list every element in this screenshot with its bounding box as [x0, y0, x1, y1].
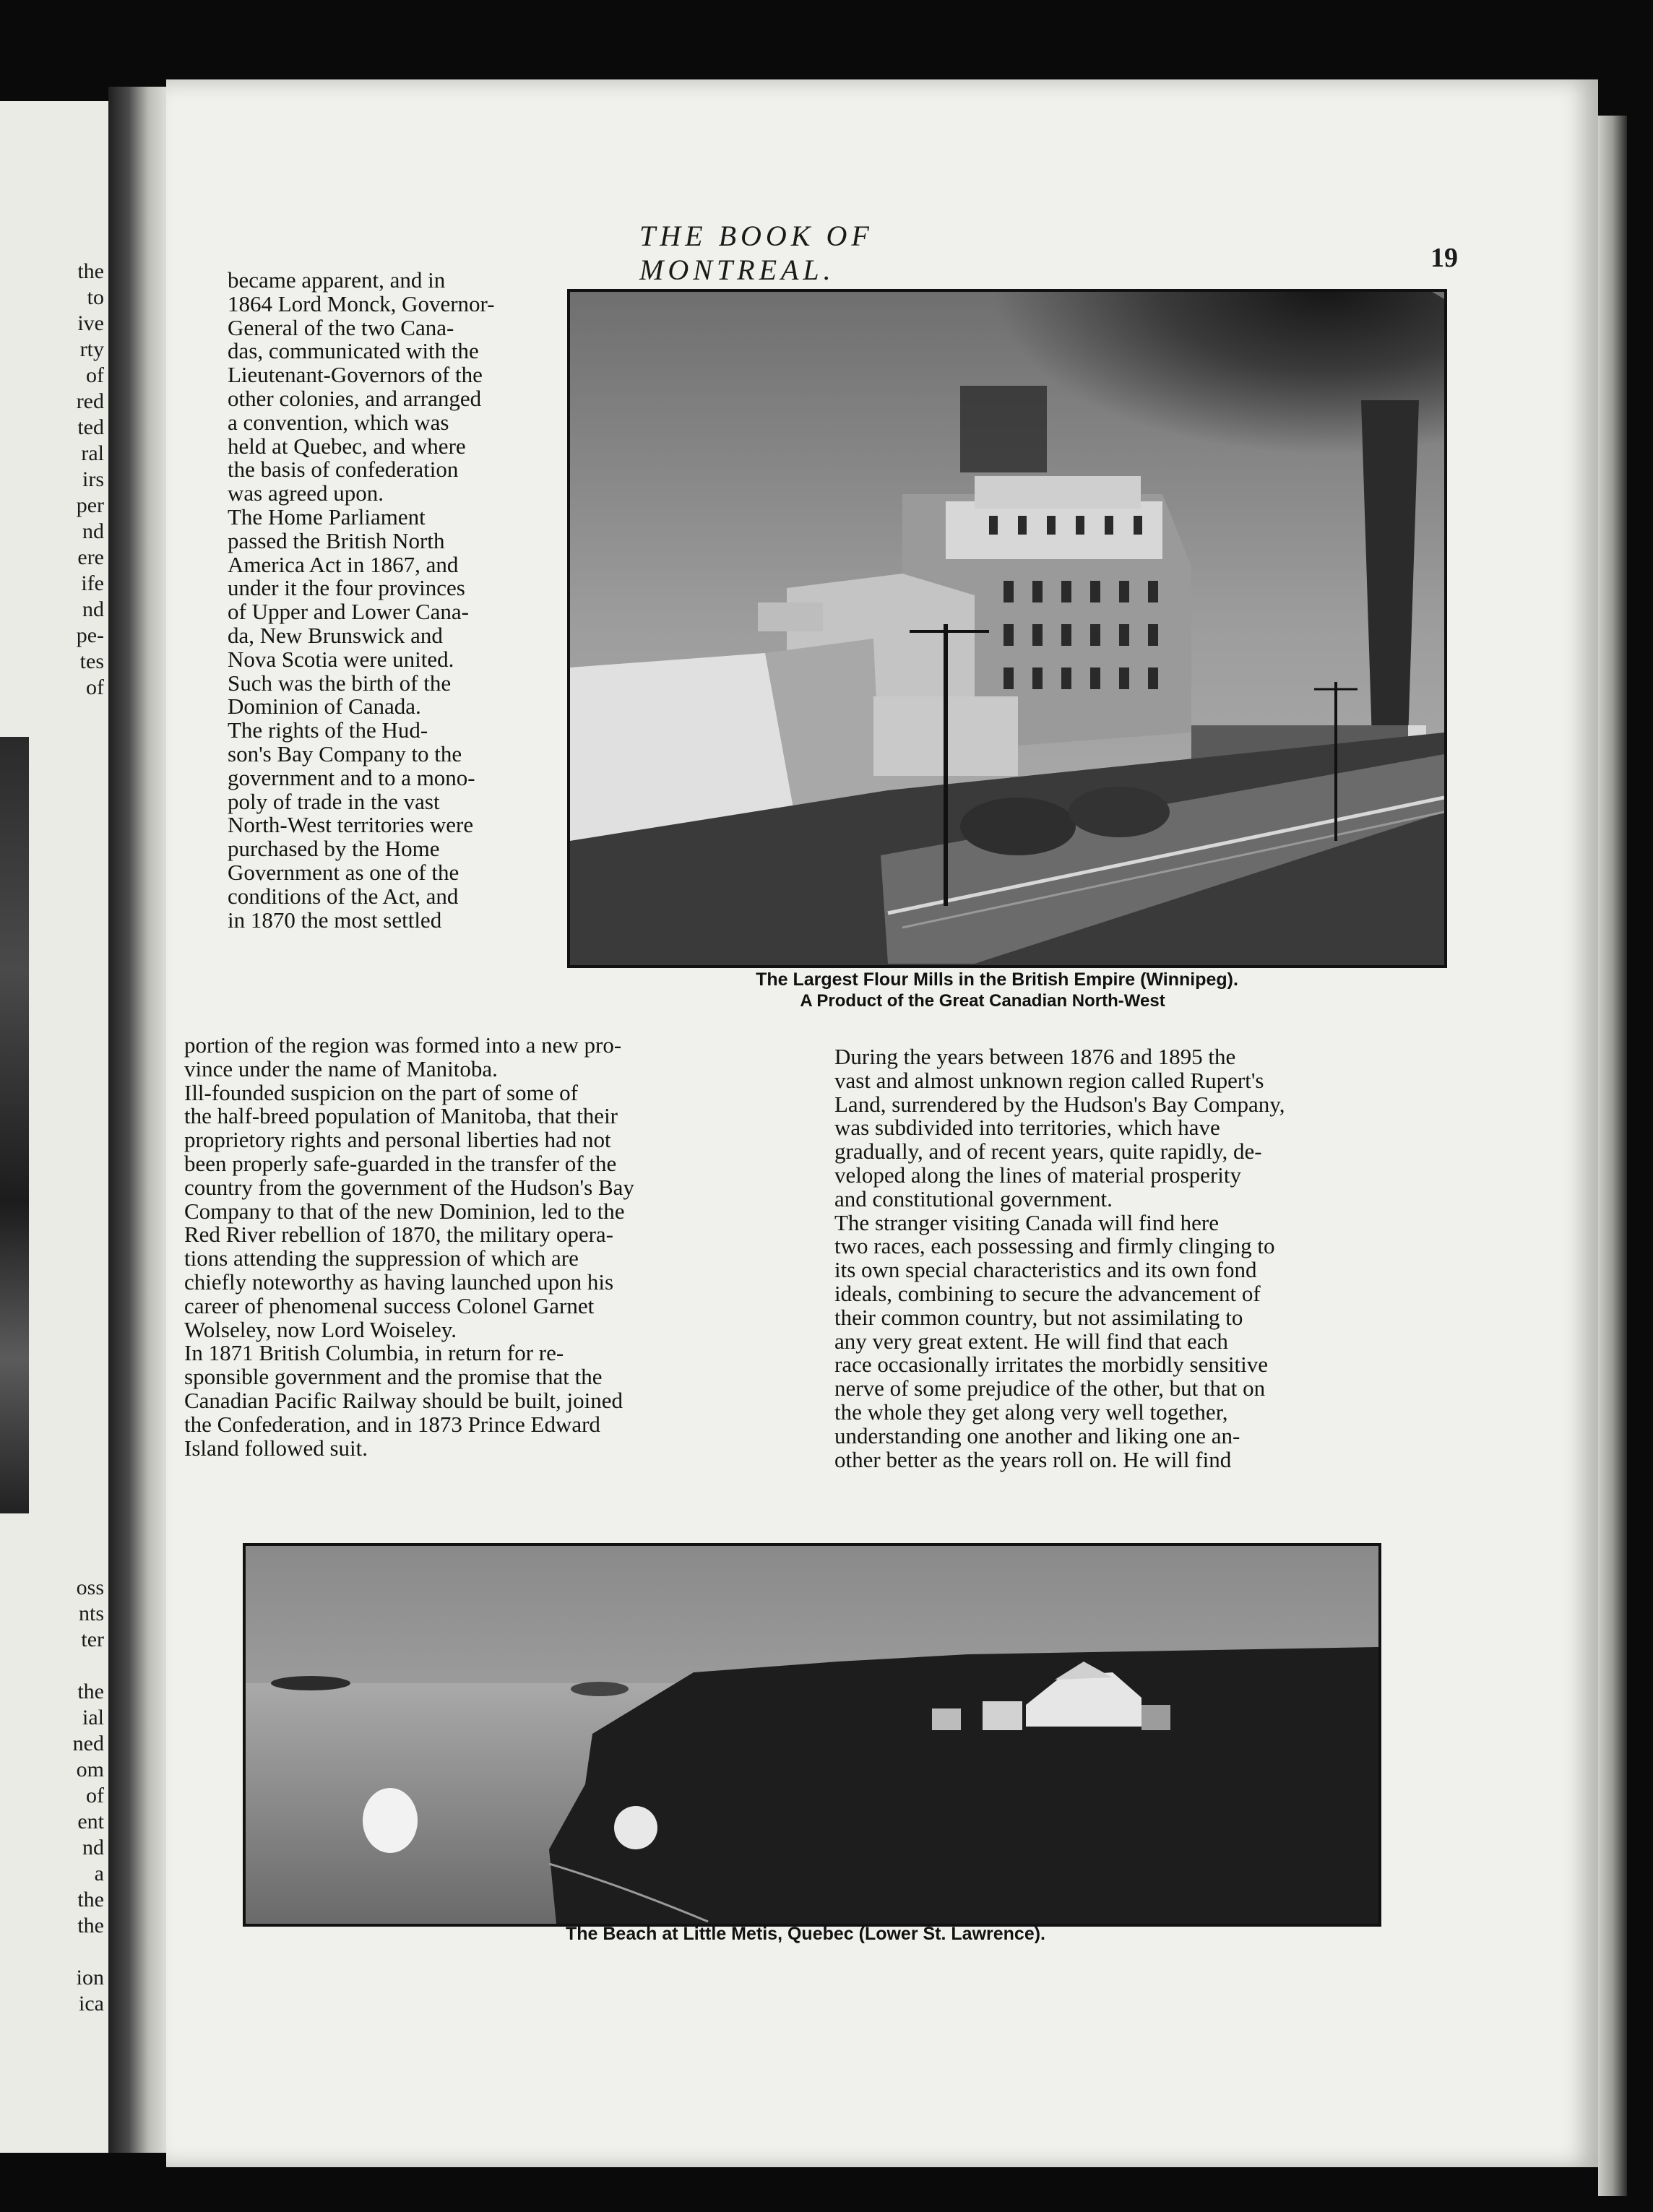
text-line: career of phenomenal success Colonel Garnet [184, 1292, 595, 1318]
text-line: of Upper and Lower Cana- [228, 599, 469, 625]
text-line: the whole they get along very well together, [834, 1399, 1228, 1425]
column-left-narrow [228, 269, 560, 932]
fragment-line: to [87, 285, 104, 309]
text-line: 1864 Lord Monck, Governor- [228, 290, 495, 316]
fragment-line: ica [79, 1992, 104, 2016]
text-line: veloped along the lines of material prosperity [834, 1162, 1241, 1188]
text-line: In 1871 British Columbia, in return for re- [184, 1340, 564, 1366]
text-line: Red River rebellion of 1870, the military opera- [184, 1222, 613, 1248]
fragment-line: ive [77, 311, 104, 335]
text-line: proprietory rights and personal liberties had not [184, 1127, 611, 1153]
column-left-wide [184, 1034, 806, 1460]
text-line: was subdivided into territories, which have [834, 1115, 1220, 1141]
fragment-line: ted [77, 415, 104, 439]
text-line: vince under the name of Manitoba. [184, 1055, 498, 1081]
fragment-line: of [86, 1784, 104, 1807]
text-line: other colonies, and arranged [228, 385, 482, 411]
fragment-line: ife [81, 571, 104, 595]
text-line: passed the British North [228, 527, 445, 553]
fragment-line: ral [81, 441, 104, 465]
fragment-line: red [76, 389, 104, 413]
text-line: been properly safe-guarded in the transfer of the [184, 1150, 617, 1176]
fragment-line: the [77, 259, 104, 283]
text-line: any very great extent. He will find that each [834, 1328, 1228, 1354]
text-line: purchased by the Home [228, 836, 440, 862]
text-line: became apparent, and in [228, 267, 446, 293]
previous-page-text-lower [73, 1575, 104, 2017]
fragment-line: of [86, 363, 104, 387]
text-line: Canadian Pacific Railway should be built, joined [184, 1387, 623, 1413]
beach-caption: The Beach at Little Metis, Quebec (Lower St. Lawrence). [565, 1924, 1046, 1944]
flour-mills-caption-line2: A Product of the Great Canadian North-West [800, 991, 1165, 1011]
fragment-line: the [77, 1680, 104, 1703]
fragment-line: nts [78, 1602, 104, 1625]
fragment-line: ial [82, 1706, 104, 1729]
text-line: chiefly noteworthy as having launched upon his [184, 1269, 614, 1295]
text-line: government and to a mono- [228, 764, 475, 790]
text-line: Company to that of the new Dominion, led to the [184, 1198, 625, 1224]
little-metis-beach-photo [243, 1543, 1381, 1927]
text-line: in 1870 the most settled [228, 907, 442, 933]
fragment-line: nd [82, 519, 104, 543]
text-line: The rights of the Hud- [228, 717, 428, 743]
fragment-line: the [77, 1914, 104, 1937]
text-line: Government as one of the [228, 859, 459, 885]
text-line: Wolseley, now Lord Woiseley. [184, 1316, 457, 1342]
text-line: the Confederation, and in 1873 Prince Edward [184, 1411, 600, 1437]
text-line: conditions of the Act, and [228, 883, 459, 909]
text-line: nerve of some prejudice of the other, but that on [834, 1375, 1266, 1401]
column-right [834, 1045, 1434, 1472]
flour-mills-illustration [570, 292, 1444, 965]
text-line: tions attending the suppression of which are [184, 1245, 579, 1271]
page-edge [1598, 116, 1627, 2196]
text-line: understanding one another and liking one an- [834, 1422, 1240, 1448]
flour-mills-caption-line1: The Largest Flour Mills in the British Empire (Winnipeg). [756, 969, 1238, 990]
text-line: North-West territories were [228, 812, 474, 838]
fragment-line: nd [82, 597, 104, 621]
fragment-line: ned [72, 1732, 104, 1755]
fragment-line [73, 1653, 104, 1679]
running-head: THE BOOK OF MONTREAL. [639, 220, 873, 286]
previous-page-photo-fragment [0, 737, 29, 1513]
text-line: poly of trade in the vast [228, 788, 440, 814]
text-line: country from the government of the Hudson's Bay [184, 1174, 634, 1200]
fragment-line: per [76, 493, 104, 517]
text-line: its own special characteristics and its own fond [834, 1257, 1257, 1283]
text-line: General of the two Cana- [228, 314, 454, 340]
text-line: portion of the region was formed into a new pro- [184, 1032, 622, 1058]
text-line: Such was the birth of the [228, 670, 452, 696]
text-line: Nova Scotia were united. [228, 646, 454, 672]
fragment-line: of [86, 675, 104, 699]
text-line: a convention, which was [228, 409, 449, 435]
text-line: vast and almost unknown region called Rupert's [834, 1067, 1264, 1093]
text-line: and constitutional government. [834, 1185, 1113, 1211]
fragment-line: pe- [76, 623, 104, 647]
text-line: sponsible government and the promise that the [184, 1364, 603, 1390]
fragment-line: om [76, 1758, 104, 1781]
fragment-line: ent [77, 1810, 104, 1833]
fragment-line: oss [76, 1576, 104, 1599]
fragment-line: irs [82, 467, 104, 491]
text-line: was agreed upon. [228, 480, 384, 506]
text-line: da, New Brunswick and [228, 622, 443, 648]
fragment-line: ere [77, 545, 104, 569]
text-line: their common country, but not assimilating to [834, 1304, 1243, 1330]
fragment-line: the [77, 1888, 104, 1911]
fragment-line: tes [79, 649, 104, 673]
fragment-line: rty [79, 337, 104, 361]
fragment-line [73, 1939, 104, 1965]
text-line: ideals, combining to secure the advancement of [834, 1280, 1261, 1306]
text-line: gradually, and of recent years, quite rapidly, de- [834, 1139, 1262, 1165]
text-line: Island followed suit. [184, 1435, 368, 1461]
fragment-line: ter [81, 1628, 104, 1651]
flour-mills-photo [567, 289, 1447, 968]
page-number: 19 [1430, 243, 1458, 273]
text-line: The Home Parliament [228, 504, 426, 530]
book-gutter [108, 87, 166, 2153]
text-line: held at Quebec, and where [228, 433, 466, 459]
text-line: Ill-founded suspicion on the part of some of [184, 1079, 578, 1105]
previous-page-text-upper [77, 259, 104, 701]
text-line: Dominion of Canada. [228, 694, 421, 720]
text-line: Land, surrendered by the Hudson's Bay Company, [834, 1091, 1285, 1117]
text-line: During the years between 1876 and 1895 the [834, 1044, 1236, 1069]
previous-page-fragment [0, 101, 108, 2153]
fragment-line: nd [82, 1836, 104, 1859]
text-line: das, communicated with the [228, 338, 479, 364]
text-line: under it the four provinces [228, 575, 465, 601]
beach-illustration [246, 1546, 1378, 1924]
text-line: America Act in 1867, and [228, 551, 459, 577]
text-line: Lieutenant-Governors of the [228, 362, 483, 388]
text-line: the basis of confederation [228, 457, 459, 483]
text-line: other better as the years roll on. He will find [834, 1446, 1232, 1472]
fragment-line: a [94, 1862, 104, 1885]
text-line: race occasionally irritates the morbidly sensitive [834, 1352, 1268, 1378]
text-line: son's Bay Company to the [228, 740, 462, 766]
fragment-line: ion [76, 1966, 104, 1989]
text-line: two races, each possessing and firmly clinging to [834, 1233, 1275, 1259]
text-line: The stranger visiting Canada will find here [834, 1209, 1220, 1235]
text-line: the half-breed population of Manitoba, that their [184, 1103, 618, 1129]
